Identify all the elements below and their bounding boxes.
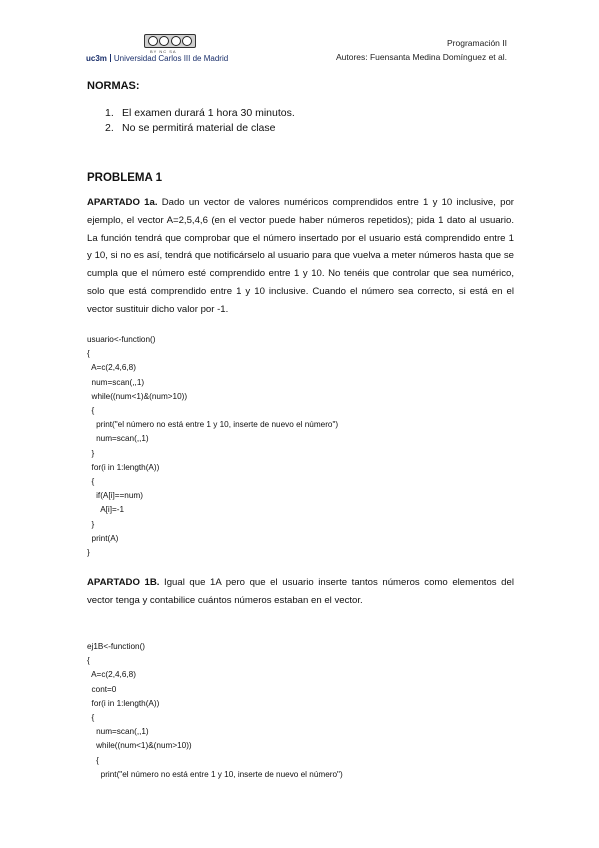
apartado-1a-paragraph: APARTADO 1a. Dado un vector de valores numéricos comprendidos entre 1 y 10 inclusive, por ejemplo, el vector A=2,5,4,6 (en el vector puede haber números repetidos); pida 1 dato al usuario. La función tendrá que comprobar que el número insertado por el usuario está comprendido entre 1 y 10, si no es así, tendrá que notificárselo al usuario para que vuelva a meter números hasta que se cumpla que el número esté comprendido entre 1 y 10. No tenéis que controlar que sea numérico, solo que está comprendido entre 1 y 10 inclusive. Cuando el número sea correcto, si está en el vector sustituir dicho valor por -1. xyxy=(87,197,514,315)
code-block-1a: usuario<-function() { A=c(2,4,6,8) num=scan(,,1) while((num<1)&(num>10)) { print("el número no está entre 1 y 10, inserte de nuevo el número") num=scan(,,1) } for(i in 1:length(A)) { if(A[i]==num) A[i]=-1 } print(A) } xyxy=(87,335,339,558)
uc3m-logo xyxy=(86,34,256,66)
university-name: uc3m Universidad Carlos III de Madrid xyxy=(86,54,229,63)
cc-license-mark: BY NC SA xyxy=(150,49,177,54)
list-item: 1. El examen durará 1 hora 30 minutos. xyxy=(105,107,295,119)
header-info xyxy=(336,36,507,64)
normas-list xyxy=(105,106,295,136)
authors-line: Autores: Fuensanta Medina Domínguez et al. xyxy=(335,52,507,62)
apartado-1a-label: APARTADO 1a. xyxy=(87,197,158,208)
course-name: Programación II xyxy=(447,38,507,48)
apartado-1b-paragraph: APARTADO 1B. Igual que 1A pero que el usuario inserte tantos números como elementos del vector tenga y contabilice cuántos números estaban en el vector. xyxy=(87,577,514,606)
creative-commons-icon xyxy=(144,34,196,48)
list-item: 2. No se permitirá material de clase xyxy=(105,122,276,134)
apartado-1b-label: APARTADO 1B. xyxy=(87,577,160,588)
code-block-1b: ej1B<-function() { A=c(2,4,6,8) cont=0 for(i in 1:length(A)) { num=scan(,,1) while((num<1)&(num>10)) { print("el número no está entre 1 y 10, inserte de nuevo el número") xyxy=(87,642,343,779)
problema-heading: PROBLEMA 1 xyxy=(87,172,162,184)
normas-heading: NORMAS: xyxy=(87,80,140,92)
